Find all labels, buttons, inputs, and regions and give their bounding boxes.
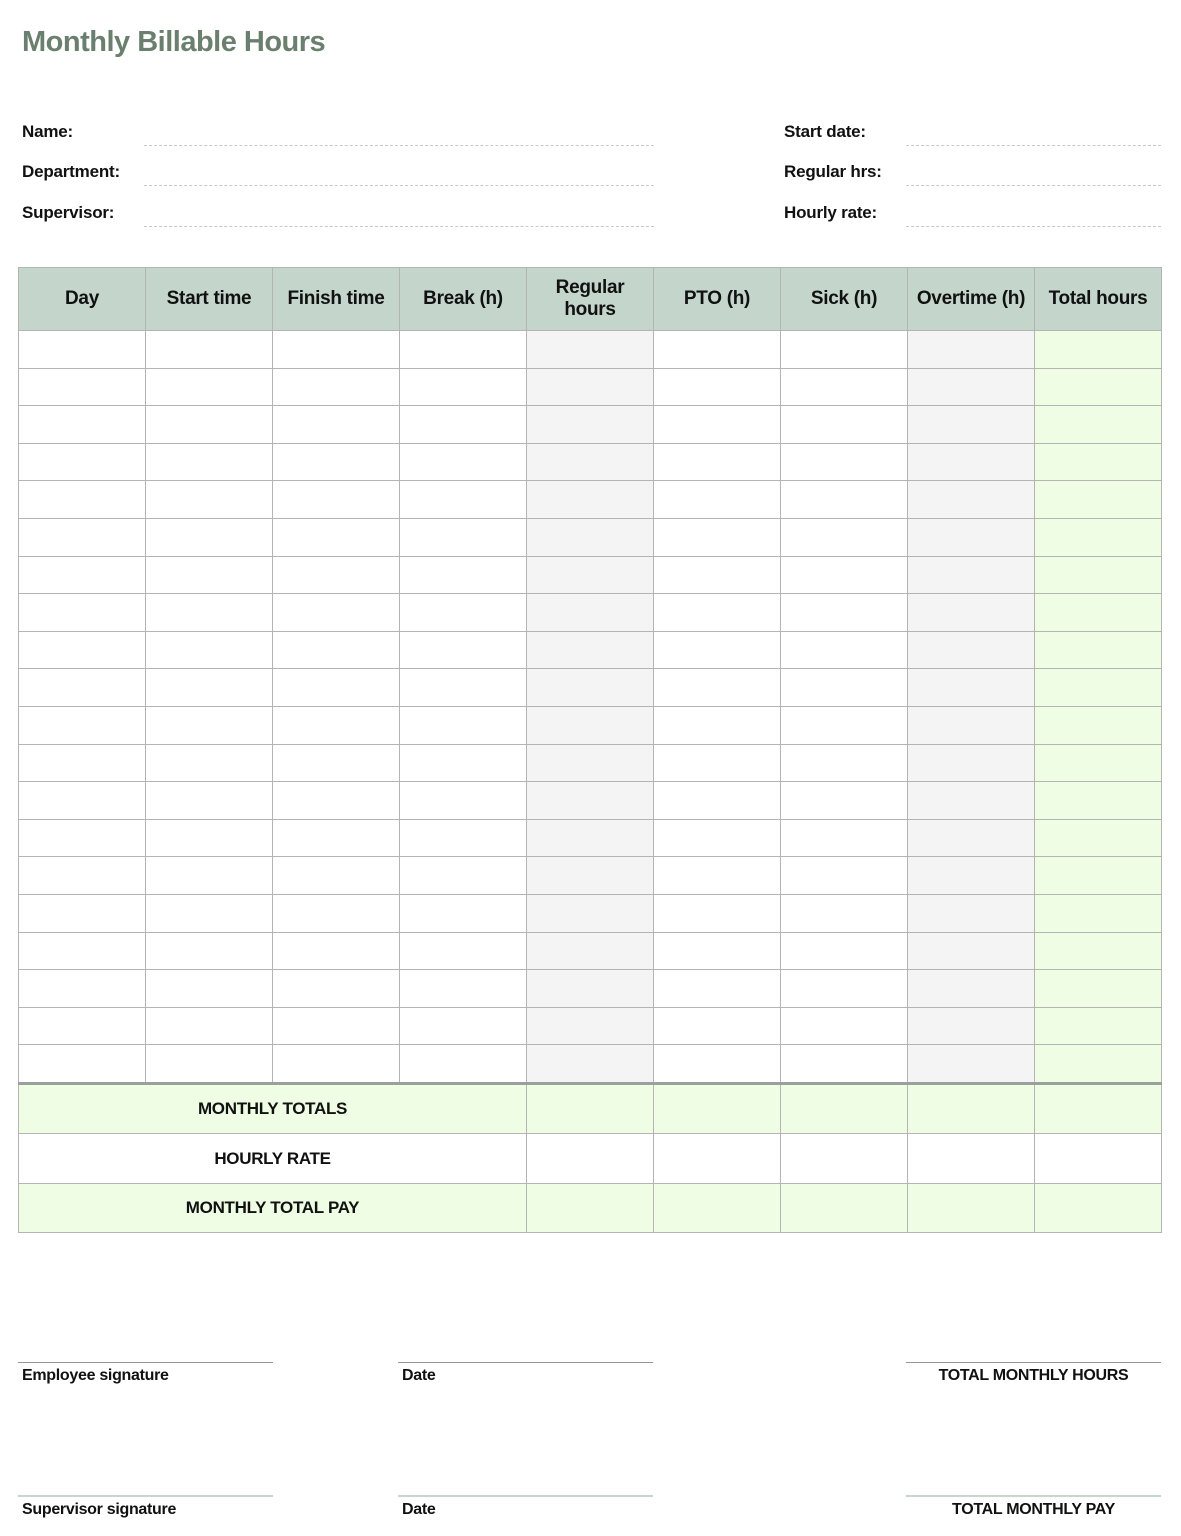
monthly-total-pay-row xyxy=(19,1183,1162,1233)
break-cell[interactable] xyxy=(400,1007,527,1045)
total-hours-cell[interactable] xyxy=(1035,443,1162,481)
regular-hours-cell[interactable] xyxy=(527,368,654,406)
table-row xyxy=(19,594,1162,632)
regular-hours-cell[interactable] xyxy=(527,1045,654,1084)
start-date-field[interactable] xyxy=(784,122,1161,144)
sick-cell[interactable] xyxy=(781,406,908,444)
total-hours-cell[interactable] xyxy=(1035,1045,1162,1084)
sick-cell[interactable] xyxy=(781,894,908,932)
start-time-cell[interactable] xyxy=(146,594,273,632)
hourly-rate-input-line[interactable] xyxy=(906,226,1161,227)
column-header-pto: PTO (h) xyxy=(654,268,781,331)
total-hours-cell[interactable] xyxy=(1035,669,1162,707)
sick-cell[interactable] xyxy=(781,556,908,594)
supervisor-signature-line[interactable] xyxy=(18,1495,273,1497)
table-row xyxy=(19,368,1162,406)
overtime-cell[interactable] xyxy=(908,970,1035,1008)
column-header-finish-time: Finish time xyxy=(273,268,400,331)
pto-cell[interactable] xyxy=(654,857,781,895)
regular-hours-cell[interactable] xyxy=(527,518,654,556)
finish-time-cell[interactable] xyxy=(273,331,400,369)
total-hours-cell[interactable] xyxy=(1035,932,1162,970)
finish-time-cell[interactable] xyxy=(273,594,400,632)
sick-cell[interactable] xyxy=(781,782,908,820)
table-row xyxy=(19,443,1162,481)
table-row xyxy=(19,669,1162,707)
overtime-cell[interactable] xyxy=(908,706,1035,744)
break-cell[interactable] xyxy=(400,970,527,1008)
regular-hours-cell[interactable] xyxy=(527,594,654,632)
overtime-cell[interactable] xyxy=(908,594,1035,632)
table-row xyxy=(19,894,1162,932)
monthly-totals-regular-cell[interactable] xyxy=(527,1083,654,1134)
total-hours-cell[interactable] xyxy=(1035,631,1162,669)
hourly-rate-pto-cell[interactable] xyxy=(654,1134,781,1184)
overtime-cell[interactable] xyxy=(908,368,1035,406)
day-cell[interactable] xyxy=(19,857,146,895)
table-row xyxy=(19,481,1162,519)
monthly-totals-row xyxy=(19,1083,1162,1134)
day-cell[interactable] xyxy=(19,782,146,820)
employee-signature-label: Employee signature xyxy=(22,1367,169,1384)
table-row xyxy=(19,706,1162,744)
table-header-row xyxy=(19,268,1162,331)
sick-cell[interactable] xyxy=(781,443,908,481)
start-time-cell[interactable] xyxy=(146,556,273,594)
total-monthly-hours-line[interactable] xyxy=(906,1362,1161,1363)
pto-cell[interactable] xyxy=(654,594,781,632)
monthly-totals-label: MONTHLY TOTALS xyxy=(19,1083,527,1134)
sick-cell[interactable] xyxy=(781,1045,908,1084)
table-row xyxy=(19,932,1162,970)
start-time-cell[interactable] xyxy=(146,744,273,782)
day-cell[interactable] xyxy=(19,481,146,519)
sick-cell[interactable] xyxy=(781,518,908,556)
pto-cell[interactable] xyxy=(654,819,781,857)
monthly-total-pay-pto-cell[interactable] xyxy=(654,1183,781,1233)
monthly-totals-total-cell[interactable] xyxy=(1035,1083,1162,1134)
regular-hours-cell[interactable] xyxy=(527,932,654,970)
total-hours-cell[interactable] xyxy=(1035,331,1162,369)
finish-time-cell[interactable] xyxy=(273,857,400,895)
start-time-cell[interactable] xyxy=(146,406,273,444)
total-hours-cell[interactable] xyxy=(1035,744,1162,782)
start-time-cell[interactable] xyxy=(146,518,273,556)
table-row xyxy=(19,970,1162,1008)
overtime-cell[interactable] xyxy=(908,782,1035,820)
start-time-cell[interactable] xyxy=(146,368,273,406)
break-cell[interactable] xyxy=(400,443,527,481)
sick-cell[interactable] xyxy=(781,594,908,632)
day-cell[interactable] xyxy=(19,1007,146,1045)
employee-date-label: Date xyxy=(402,1367,436,1384)
day-cell[interactable] xyxy=(19,518,146,556)
start-time-cell[interactable] xyxy=(146,782,273,820)
finish-time-cell[interactable] xyxy=(273,1007,400,1045)
column-header-day: Day xyxy=(19,268,146,331)
day-cell[interactable] xyxy=(19,819,146,857)
regular-hrs-label: Regular hrs: xyxy=(784,162,882,181)
employee-date-line[interactable] xyxy=(398,1362,653,1363)
pto-cell[interactable] xyxy=(654,669,781,707)
finish-time-cell[interactable] xyxy=(273,706,400,744)
table-row xyxy=(19,406,1162,444)
start-time-cell[interactable] xyxy=(146,857,273,895)
start-time-cell[interactable] xyxy=(146,1045,273,1084)
regular-hours-cell[interactable] xyxy=(527,782,654,820)
hourly-rate-regular-cell[interactable] xyxy=(527,1134,654,1184)
overtime-cell[interactable] xyxy=(908,1007,1035,1045)
name-input-line[interactable] xyxy=(144,145,654,146)
pto-cell[interactable] xyxy=(654,894,781,932)
start-time-cell[interactable] xyxy=(146,819,273,857)
supervisor-date-block[interactable] xyxy=(398,1495,653,1519)
break-cell[interactable] xyxy=(400,1045,527,1084)
pto-cell[interactable] xyxy=(654,932,781,970)
finish-time-cell[interactable] xyxy=(273,932,400,970)
department-input-line[interactable] xyxy=(144,185,654,186)
day-cell[interactable] xyxy=(19,406,146,444)
break-cell[interactable] xyxy=(400,631,527,669)
break-cell[interactable] xyxy=(400,406,527,444)
pto-cell[interactable] xyxy=(654,518,781,556)
regular-hours-cell[interactable] xyxy=(527,669,654,707)
monthly-totals-sick-cell[interactable] xyxy=(781,1083,908,1134)
sick-cell[interactable] xyxy=(781,368,908,406)
department-field[interactable] xyxy=(22,162,654,184)
column-header-total-hours: Total hours xyxy=(1035,268,1162,331)
pto-cell[interactable] xyxy=(654,782,781,820)
start-time-cell[interactable] xyxy=(146,1007,273,1045)
hourly-rate-field[interactable] xyxy=(784,203,1161,225)
day-cell[interactable] xyxy=(19,744,146,782)
total-hours-cell[interactable] xyxy=(1035,706,1162,744)
hourly-rate-row-label: HOURLY RATE xyxy=(19,1134,527,1184)
day-cell[interactable] xyxy=(19,556,146,594)
regular-hours-cell[interactable] xyxy=(527,970,654,1008)
break-cell[interactable] xyxy=(400,706,527,744)
start-time-cell[interactable] xyxy=(146,669,273,707)
column-header-break: Break (h) xyxy=(400,268,527,331)
column-header-sick: Sick (h) xyxy=(781,268,908,331)
finish-time-cell[interactable] xyxy=(273,819,400,857)
start-time-cell[interactable] xyxy=(146,481,273,519)
regular-hrs-field[interactable] xyxy=(784,162,1161,184)
table-row xyxy=(19,331,1162,369)
sick-cell[interactable] xyxy=(781,669,908,707)
regular-hours-cell[interactable] xyxy=(527,706,654,744)
monthly-total-pay-total-cell[interactable] xyxy=(1035,1183,1162,1233)
finish-time-cell[interactable] xyxy=(273,631,400,669)
overtime-cell[interactable] xyxy=(908,744,1035,782)
overtime-cell[interactable] xyxy=(908,556,1035,594)
total-monthly-pay-line[interactable] xyxy=(906,1495,1161,1497)
monthly-totals-pto-cell[interactable] xyxy=(654,1083,781,1134)
table-row xyxy=(19,819,1162,857)
pto-cell[interactable] xyxy=(654,331,781,369)
overtime-cell[interactable] xyxy=(908,857,1035,895)
regular-hours-cell[interactable] xyxy=(527,443,654,481)
total-monthly-hours-block[interactable] xyxy=(906,1362,1161,1385)
start-time-cell[interactable] xyxy=(146,331,273,369)
hourly-rate-label: Hourly rate: xyxy=(784,203,878,222)
finish-time-cell[interactable] xyxy=(273,481,400,519)
table-row xyxy=(19,744,1162,782)
day-cell[interactable] xyxy=(19,368,146,406)
overtime-cell[interactable] xyxy=(908,406,1035,444)
pto-cell[interactable] xyxy=(654,443,781,481)
break-cell[interactable] xyxy=(400,481,527,519)
supervisor-field[interactable] xyxy=(22,203,654,225)
page-title: Monthly Billable Hours xyxy=(22,26,326,58)
overtime-cell[interactable] xyxy=(908,443,1035,481)
start-date-label: Start date: xyxy=(784,122,866,141)
regular-hours-cell[interactable] xyxy=(527,744,654,782)
break-cell[interactable] xyxy=(400,518,527,556)
finish-time-cell[interactable] xyxy=(273,894,400,932)
start-time-cell[interactable] xyxy=(146,706,273,744)
start-time-cell[interactable] xyxy=(146,443,273,481)
total-monthly-pay-block[interactable] xyxy=(906,1495,1161,1519)
sick-cell[interactable] xyxy=(781,481,908,519)
regular-hours-cell[interactable] xyxy=(527,1007,654,1045)
regular-hours-cell[interactable] xyxy=(527,331,654,369)
total-monthly-hours-label: TOTAL MONTHLY HOURS xyxy=(938,1367,1129,1384)
break-cell[interactable] xyxy=(400,894,527,932)
department-label: Department: xyxy=(22,162,120,181)
pto-cell[interactable] xyxy=(654,744,781,782)
supervisor-date-line[interactable] xyxy=(398,1495,653,1497)
total-monthly-pay-label: TOTAL MONTHLY PAY xyxy=(952,1501,1115,1518)
break-cell[interactable] xyxy=(400,857,527,895)
hourly-rate-total-cell[interactable] xyxy=(1035,1134,1162,1184)
timesheet-table xyxy=(18,267,1162,1233)
overtime-cell[interactable] xyxy=(908,518,1035,556)
table-row xyxy=(19,631,1162,669)
hourly-rate-sick-cell[interactable] xyxy=(781,1134,908,1184)
overtime-cell[interactable] xyxy=(908,631,1035,669)
total-hours-cell[interactable] xyxy=(1035,594,1162,632)
pto-cell[interactable] xyxy=(654,406,781,444)
break-cell[interactable] xyxy=(400,819,527,857)
day-cell[interactable] xyxy=(19,443,146,481)
break-cell[interactable] xyxy=(400,331,527,369)
table-row xyxy=(19,518,1162,556)
pto-cell[interactable] xyxy=(654,706,781,744)
monthly-totals-overtime-cell[interactable] xyxy=(908,1083,1035,1134)
sick-cell[interactable] xyxy=(781,706,908,744)
sick-cell[interactable] xyxy=(781,819,908,857)
pto-cell[interactable] xyxy=(654,481,781,519)
column-header-regular-hours: Regular hours xyxy=(527,268,654,331)
finish-time-cell[interactable] xyxy=(273,368,400,406)
sick-cell[interactable] xyxy=(781,932,908,970)
monthly-total-pay-overtime-cell[interactable] xyxy=(908,1183,1035,1233)
supervisor-signature-label: Supervisor signature xyxy=(22,1501,177,1518)
overtime-cell[interactable] xyxy=(908,1045,1035,1084)
monthly-total-pay-label: MONTHLY TOTAL PAY xyxy=(19,1183,527,1233)
overtime-cell[interactable] xyxy=(908,894,1035,932)
supervisor-date-label: Date xyxy=(402,1501,436,1518)
finish-time-cell[interactable] xyxy=(273,744,400,782)
sick-cell[interactable] xyxy=(781,744,908,782)
table-row xyxy=(19,556,1162,594)
start-time-cell[interactable] xyxy=(146,631,273,669)
total-hours-cell[interactable] xyxy=(1035,556,1162,594)
overtime-cell[interactable] xyxy=(908,331,1035,369)
total-hours-cell[interactable] xyxy=(1035,819,1162,857)
pto-cell[interactable] xyxy=(654,368,781,406)
overtime-cell[interactable] xyxy=(908,481,1035,519)
regular-hours-cell[interactable] xyxy=(527,556,654,594)
sick-cell[interactable] xyxy=(781,857,908,895)
start-time-cell[interactable] xyxy=(146,894,273,932)
supervisor-input-line[interactable] xyxy=(144,226,654,227)
hourly-rate-row xyxy=(19,1134,1162,1184)
total-hours-cell[interactable] xyxy=(1035,1007,1162,1045)
regular-hrs-input-line[interactable] xyxy=(906,185,1161,186)
supervisor-signature-block[interactable] xyxy=(18,1495,273,1519)
pto-cell[interactable] xyxy=(654,1007,781,1045)
break-cell[interactable] xyxy=(400,932,527,970)
break-cell[interactable] xyxy=(400,782,527,820)
table-row xyxy=(19,1045,1162,1084)
break-cell[interactable] xyxy=(400,744,527,782)
finish-time-cell[interactable] xyxy=(273,1045,400,1084)
day-cell[interactable] xyxy=(19,631,146,669)
monthly-total-pay-regular-cell[interactable] xyxy=(527,1183,654,1233)
sick-cell[interactable] xyxy=(781,331,908,369)
pto-cell[interactable] xyxy=(654,631,781,669)
employee-date-block[interactable] xyxy=(398,1362,653,1385)
day-cell[interactable] xyxy=(19,970,146,1008)
finish-time-cell[interactable] xyxy=(273,782,400,820)
column-header-overtime: Overtime (h) xyxy=(908,268,1035,331)
regular-hours-cell[interactable] xyxy=(527,894,654,932)
finish-time-cell[interactable] xyxy=(273,669,400,707)
break-cell[interactable] xyxy=(400,669,527,707)
sick-cell[interactable] xyxy=(781,1007,908,1045)
day-cell[interactable] xyxy=(19,894,146,932)
employee-signature-block[interactable] xyxy=(18,1362,273,1385)
sick-cell[interactable] xyxy=(781,631,908,669)
day-cell[interactable] xyxy=(19,594,146,632)
name-field[interactable] xyxy=(22,122,654,144)
finish-time-cell[interactable] xyxy=(273,443,400,481)
total-hours-cell[interactable] xyxy=(1035,481,1162,519)
table-row xyxy=(19,1007,1162,1045)
overtime-cell[interactable] xyxy=(908,932,1035,970)
regular-hours-cell[interactable] xyxy=(527,406,654,444)
start-time-cell[interactable] xyxy=(146,970,273,1008)
name-label: Name: xyxy=(22,122,73,141)
pto-cell[interactable] xyxy=(654,556,781,594)
regular-hours-cell[interactable] xyxy=(527,481,654,519)
finish-time-cell[interactable] xyxy=(273,518,400,556)
break-cell[interactable] xyxy=(400,368,527,406)
start-date-input-line[interactable] xyxy=(906,145,1161,146)
regular-hours-cell[interactable] xyxy=(527,819,654,857)
pto-cell[interactable] xyxy=(654,970,781,1008)
hourly-rate-overtime-cell[interactable] xyxy=(908,1134,1035,1184)
employee-signature-line[interactable] xyxy=(18,1362,273,1363)
total-hours-cell[interactable] xyxy=(1035,518,1162,556)
day-cell[interactable] xyxy=(19,669,146,707)
finish-time-cell[interactable] xyxy=(273,556,400,594)
total-hours-cell[interactable] xyxy=(1035,782,1162,820)
finish-time-cell[interactable] xyxy=(273,406,400,444)
sick-cell[interactable] xyxy=(781,970,908,1008)
supervisor-label: Supervisor: xyxy=(22,203,115,222)
column-header-start-time: Start time xyxy=(146,268,273,331)
total-hours-cell[interactable] xyxy=(1035,857,1162,895)
pto-cell[interactable] xyxy=(654,1045,781,1084)
finish-time-cell[interactable] xyxy=(273,970,400,1008)
day-cell[interactable] xyxy=(19,706,146,744)
overtime-cell[interactable] xyxy=(908,669,1035,707)
overtime-cell[interactable] xyxy=(908,819,1035,857)
total-hours-cell[interactable] xyxy=(1035,970,1162,1008)
table-row xyxy=(19,857,1162,895)
day-cell[interactable] xyxy=(19,932,146,970)
regular-hours-cell[interactable] xyxy=(527,857,654,895)
regular-hours-cell[interactable] xyxy=(527,631,654,669)
monthly-total-pay-sick-cell[interactable] xyxy=(781,1183,908,1233)
break-cell[interactable] xyxy=(400,556,527,594)
break-cell[interactable] xyxy=(400,594,527,632)
total-hours-cell[interactable] xyxy=(1035,894,1162,932)
start-time-cell[interactable] xyxy=(146,932,273,970)
day-cell[interactable] xyxy=(19,331,146,369)
day-cell[interactable] xyxy=(19,1045,146,1084)
table-row xyxy=(19,782,1162,820)
total-hours-cell[interactable] xyxy=(1035,406,1162,444)
total-hours-cell[interactable] xyxy=(1035,368,1162,406)
